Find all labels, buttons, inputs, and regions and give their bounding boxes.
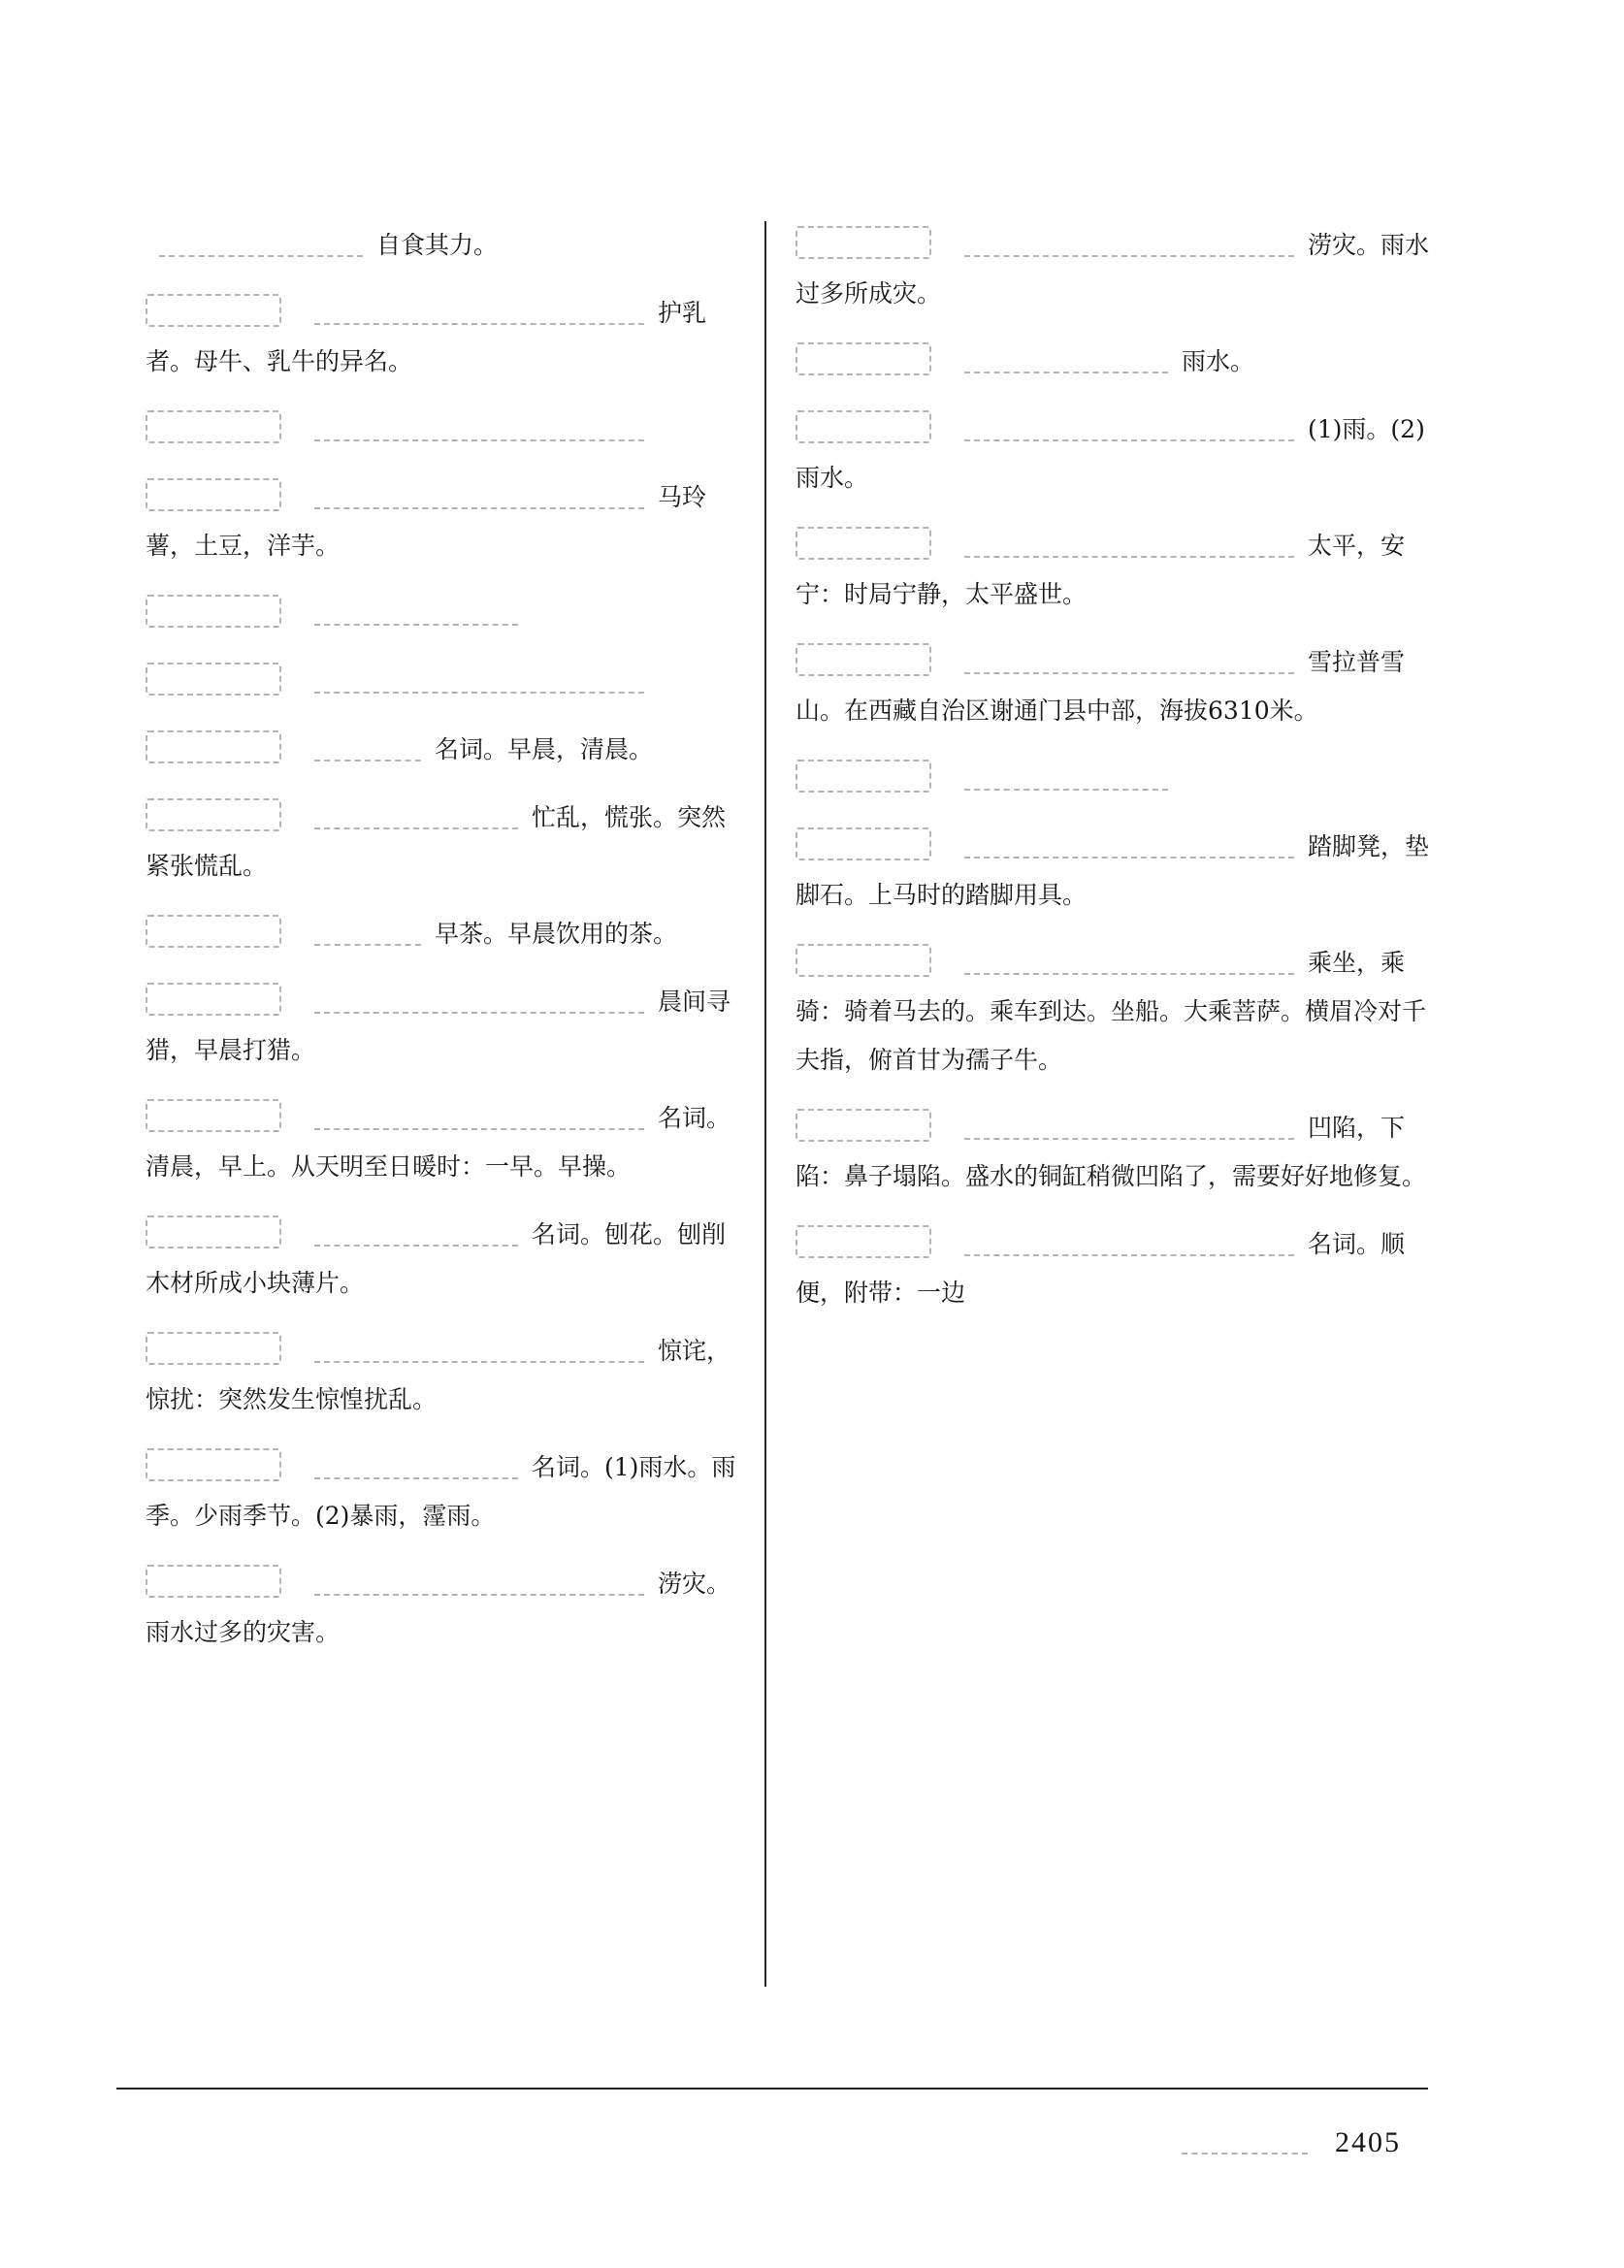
dictionary-entry bbox=[146, 473, 747, 570]
tibetan-text bbox=[964, 831, 1294, 859]
tibetan-text bbox=[314, 599, 518, 626]
entry-headword bbox=[146, 478, 281, 511]
entry-headword bbox=[146, 1565, 281, 1598]
dictionary-entry bbox=[146, 1211, 747, 1308]
tibetan-text bbox=[314, 1219, 518, 1247]
footer-rule bbox=[116, 2088, 1428, 2090]
entry-definition: 雪拉普雪山。在西藏自治区谢通门县中部，海拔6310米。 bbox=[796, 648, 1406, 725]
tibetan-text bbox=[964, 763, 1168, 791]
tibetan-text bbox=[964, 230, 1294, 257]
dictionary-entry bbox=[146, 658, 747, 706]
entry-headword bbox=[146, 798, 281, 831]
dictionary-entry bbox=[796, 522, 1431, 619]
dictionary-entry bbox=[146, 405, 747, 454]
entry-headword bbox=[146, 294, 281, 327]
dictionary-entry bbox=[796, 405, 1431, 502]
entry-definition: (1)雨。(2)雨水。 bbox=[796, 415, 1425, 492]
entry-definition: 涝灾。雨水过多的灾害。 bbox=[146, 1570, 731, 1646]
dictionary-entry bbox=[146, 1327, 747, 1424]
entry-definition: 名词。顺便，附带：一边 bbox=[796, 1230, 1406, 1307]
entry-headword bbox=[146, 595, 281, 628]
tibetan-text bbox=[314, 734, 421, 761]
dictionary-entry bbox=[146, 1560, 747, 1657]
entry-headword bbox=[796, 760, 931, 793]
dictionary-entry bbox=[146, 978, 747, 1075]
entry-headword bbox=[796, 1109, 931, 1142]
dictionary-entry bbox=[146, 1443, 747, 1540]
entry-definition: 名词。早晨，清晨。 bbox=[435, 735, 654, 763]
entry-headword bbox=[146, 1099, 281, 1132]
entry-headword bbox=[796, 1225, 931, 1258]
tibetan-text bbox=[159, 230, 363, 257]
tibetan-text bbox=[1182, 2131, 1308, 2155]
entry-headword bbox=[796, 643, 931, 676]
dictionary-entry bbox=[796, 1104, 1431, 1201]
dictionary-entry bbox=[146, 590, 747, 638]
tibetan-text bbox=[314, 987, 644, 1014]
tibetan-text bbox=[314, 802, 518, 829]
tibetan-text bbox=[964, 1229, 1294, 1256]
entry-definition: 名词。清晨，早上。从天明至日暖时：一早。早操。 bbox=[146, 1104, 731, 1181]
tibetan-text bbox=[964, 1113, 1294, 1140]
entry-headword bbox=[146, 1332, 281, 1365]
tibetan-text bbox=[314, 1336, 644, 1363]
entry-headword bbox=[146, 1448, 281, 1481]
entry-definition: 名词。(1)雨水。雨季。少雨季节。(2)暴雨，霪雨。 bbox=[146, 1453, 736, 1530]
tibetan-text bbox=[314, 666, 644, 694]
entry-definition: 太平，安宁：时局宁静，太平盛世。 bbox=[796, 532, 1406, 608]
entry-definition: 踏脚凳，垫脚石。上马时的踏脚用具。 bbox=[796, 832, 1430, 909]
tibetan-text bbox=[964, 346, 1168, 373]
dictionary-entry bbox=[146, 726, 747, 774]
entry-definition: 晨间寻猎，早晨打猎。 bbox=[146, 988, 731, 1064]
entry-definition: 马玲薯，土豆，洋芋。 bbox=[146, 483, 707, 560]
entry-definition: 涝灾。雨水过多所成灾。 bbox=[796, 231, 1430, 308]
entry-definition: 早茶。早晨饮用的茶。 bbox=[435, 920, 678, 948]
entry-definition: 忙乱，慌张。突然紧张慌乱。 bbox=[146, 803, 727, 880]
entry-headword bbox=[146, 663, 281, 696]
entry-headword bbox=[146, 1215, 281, 1248]
entry-definition: 名词。刨花。刨削木材所成小块薄片。 bbox=[146, 1220, 727, 1297]
tibetan-text bbox=[314, 1569, 644, 1596]
entry-headword bbox=[146, 410, 281, 443]
dictionary-entry bbox=[796, 221, 1431, 318]
dictionary-entry bbox=[146, 221, 747, 270]
entry-headword bbox=[796, 226, 931, 259]
right-column bbox=[796, 221, 1431, 1337]
tibetan-text bbox=[964, 647, 1294, 674]
dictionary-entry bbox=[146, 1094, 747, 1191]
dictionary-entry bbox=[796, 338, 1431, 386]
entry-headword bbox=[796, 827, 931, 860]
tibetan-text bbox=[314, 482, 644, 509]
entry-headword bbox=[146, 730, 281, 763]
entry-headword bbox=[796, 527, 931, 560]
entry-definition: 雨水。 bbox=[1182, 347, 1255, 375]
tibetan-text bbox=[964, 414, 1294, 441]
dictionary-entry bbox=[796, 823, 1431, 920]
tibetan-text bbox=[964, 531, 1294, 558]
page-number: 2405 bbox=[1335, 2126, 1401, 2158]
dictionary-entry bbox=[796, 939, 1431, 1085]
dictionary-entry bbox=[796, 638, 1431, 735]
left-column bbox=[146, 221, 747, 1676]
entry-definition: 凹陷，下陷：鼻子塌陷。盛水的铜缸稍微凹陷了，需要好好地修复。 bbox=[796, 1114, 1427, 1190]
entry-definition: 护乳者。母牛、乳牛的异名。 bbox=[146, 299, 707, 375]
entry-headword bbox=[796, 410, 931, 443]
page-footer bbox=[1182, 2126, 1401, 2159]
tibetan-text bbox=[314, 1452, 518, 1479]
entry-definition: 自食其力。 bbox=[376, 231, 499, 259]
dictionary-entry bbox=[146, 289, 747, 386]
tibetan-text bbox=[314, 298, 644, 325]
entry-headword bbox=[796, 342, 931, 375]
tibetan-text bbox=[314, 1103, 644, 1130]
entry-definition: 乘坐，乘骑：骑着马去的。乘车到达。坐船。大乘菩萨。横眉冷对千夫指，俯首甘为孺子牛。 bbox=[796, 949, 1427, 1074]
entry-definition: 惊诧，惊扰：突然发生惊惶扰乱。 bbox=[146, 1337, 731, 1413]
column-divider bbox=[764, 221, 766, 1987]
entry-headword bbox=[146, 983, 281, 1016]
tibetan-text bbox=[314, 414, 644, 441]
dictionary-entry bbox=[796, 1220, 1431, 1317]
dictionary-entry bbox=[146, 794, 747, 891]
tibetan-text bbox=[314, 919, 421, 946]
dictionary-entry bbox=[146, 910, 747, 958]
tibetan-text bbox=[964, 948, 1294, 975]
entry-headword bbox=[146, 915, 281, 948]
dictionary-entry bbox=[796, 755, 1431, 803]
entry-headword bbox=[796, 944, 931, 977]
